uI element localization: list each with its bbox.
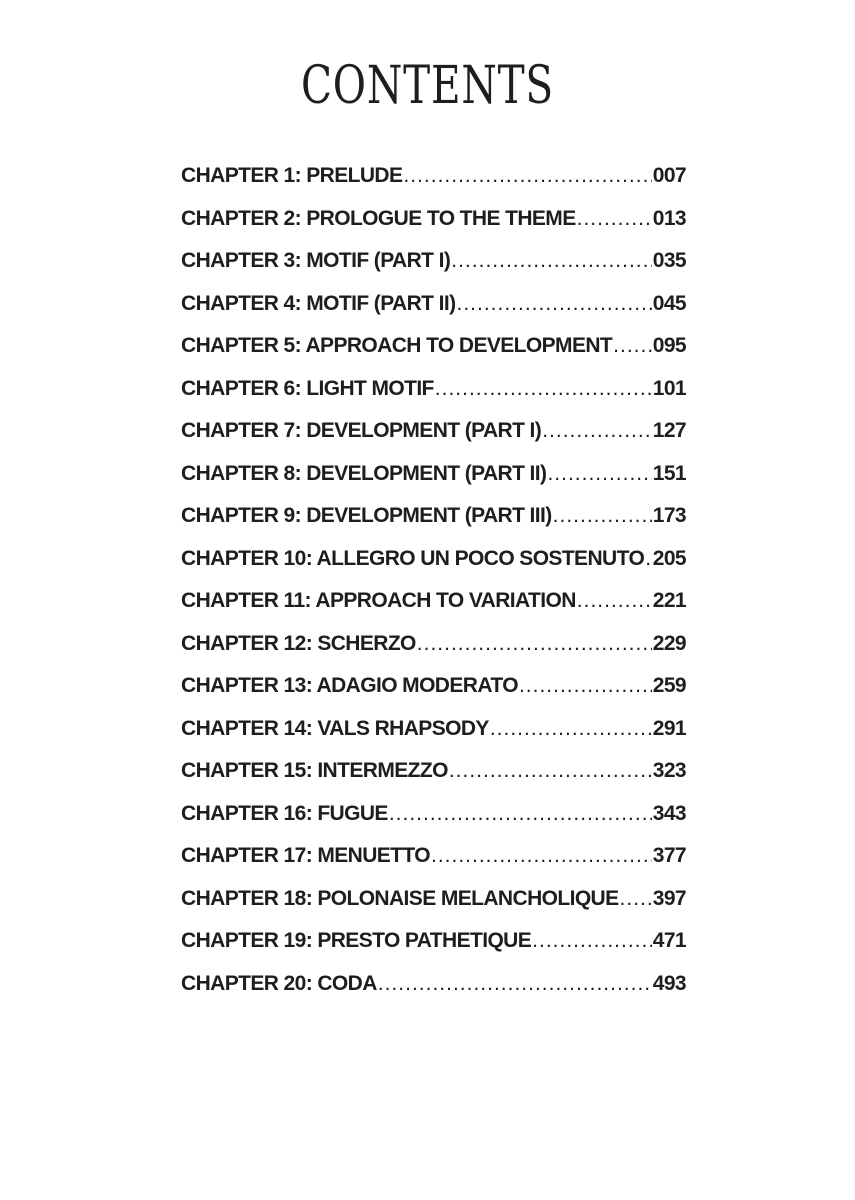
toc-page-number: 095 bbox=[652, 334, 686, 357]
toc-entry-2 bbox=[181, 207, 686, 250]
dot-leader bbox=[542, 419, 652, 443]
toc-chapter-label: CHAPTER 1: PRELUDE bbox=[181, 164, 403, 187]
dot-leader bbox=[457, 292, 652, 316]
toc-entry-10 bbox=[181, 547, 686, 590]
toc-page-number: 151 bbox=[652, 461, 686, 485]
toc-page-number: 173 bbox=[652, 504, 686, 527]
toc-chapter-label: CHAPTER 11: APPROACH TO VARIATION bbox=[181, 589, 576, 612]
toc-chapter-label: CHAPTER 14: VALS RHAPSODY bbox=[181, 716, 489, 740]
toc-page-number: 259 bbox=[652, 674, 686, 697]
toc-entry-9 bbox=[181, 504, 686, 547]
toc-entry-14 bbox=[181, 717, 686, 760]
toc-chapter-label: CHAPTER 19: PRESTO PATHETIQUE bbox=[181, 929, 532, 952]
toc-chapter-label: CHAPTER 8: DEVELOPMENT (PART II) bbox=[181, 461, 547, 485]
toc-entry-15 bbox=[181, 759, 686, 802]
toc-entry-18 bbox=[181, 887, 686, 930]
dot-leader bbox=[553, 504, 652, 528]
toc-entry-6 bbox=[181, 377, 686, 420]
dot-leader bbox=[435, 377, 652, 401]
toc-page-number: 397 bbox=[652, 886, 686, 910]
toc-entry-13 bbox=[181, 674, 686, 717]
dot-leader bbox=[451, 249, 651, 273]
toc-entry-12 bbox=[181, 632, 686, 675]
dot-leader bbox=[490, 717, 652, 741]
toc-entry-7 bbox=[181, 419, 686, 462]
toc-chapter-label: CHAPTER 18: POLONAISE MELANCHOLIQUE bbox=[181, 886, 619, 910]
dot-leader bbox=[389, 802, 652, 826]
toc-chapter-label: CHAPTER 3: MOTIF (PART I) bbox=[181, 249, 451, 272]
toc-chapter-label: CHAPTER 4: MOTIF (PART II) bbox=[181, 291, 456, 315]
dot-leader bbox=[547, 462, 651, 486]
toc-chapter-label: CHAPTER 13: ADAGIO MODERATO bbox=[181, 674, 518, 697]
table-of-contents bbox=[181, 164, 686, 1014]
dot-leader bbox=[577, 589, 652, 613]
dot-leader bbox=[417, 632, 652, 656]
toc-page-number: 471 bbox=[652, 929, 686, 952]
toc-page-number: 013 bbox=[652, 206, 686, 230]
toc-chapter-label: CHAPTER 10: ALLEGRO UN POCO SOSTENUTO bbox=[181, 546, 645, 570]
dot-leader bbox=[403, 164, 651, 188]
toc-chapter-label: CHAPTER 2: PROLOGUE TO THE THEME bbox=[181, 206, 576, 230]
toc-chapter-label: CHAPTER 20: CODA bbox=[181, 971, 377, 995]
toc-chapter-label: CHAPTER 17: MENUETTO bbox=[181, 844, 430, 867]
toc-entry-5 bbox=[181, 334, 686, 377]
toc-chapter-label: CHAPTER 5: APPROACH TO DEVELOPMENT bbox=[181, 334, 613, 357]
dot-leader bbox=[577, 207, 652, 231]
toc-chapter-label: CHAPTER 6: LIGHT MOTIF bbox=[181, 376, 434, 400]
toc-page-number: 377 bbox=[652, 844, 686, 867]
toc-entry-4 bbox=[181, 292, 686, 335]
toc-entry-17 bbox=[181, 844, 686, 887]
toc-chapter-label: CHAPTER 9: DEVELOPMENT (PART III) bbox=[181, 504, 552, 527]
toc-page-number: 035 bbox=[652, 249, 686, 272]
dot-leader bbox=[645, 547, 652, 571]
toc-page-number: 229 bbox=[652, 631, 686, 655]
toc-entry-3 bbox=[181, 249, 686, 292]
toc-page-number: 343 bbox=[652, 801, 686, 825]
toc-chapter-label: CHAPTER 15: INTERMEZZO bbox=[181, 759, 448, 782]
dot-leader bbox=[378, 972, 652, 996]
toc-entry-16 bbox=[181, 802, 686, 845]
toc-entry-1 bbox=[181, 164, 686, 207]
toc-chapter-label: CHAPTER 12: SCHERZO bbox=[181, 631, 416, 655]
page-title: CONTENTS bbox=[300, 56, 555, 116]
toc-page-number: 493 bbox=[652, 971, 686, 995]
toc-page-number: 007 bbox=[652, 164, 686, 187]
toc-entry-19 bbox=[181, 929, 686, 972]
toc-page-number: 323 bbox=[652, 759, 686, 782]
toc-entry-11 bbox=[181, 589, 686, 632]
dot-leader bbox=[431, 844, 652, 868]
toc-chapter-label: CHAPTER 16: FUGUE bbox=[181, 801, 388, 825]
toc-entry-20 bbox=[181, 972, 686, 1015]
toc-page-number: 205 bbox=[652, 546, 686, 570]
dot-leader bbox=[613, 334, 652, 358]
toc-page-number: 101 bbox=[652, 376, 686, 400]
toc-page-number: 045 bbox=[652, 291, 686, 315]
dot-leader bbox=[620, 887, 652, 911]
dot-leader bbox=[532, 929, 652, 953]
toc-page-number: 221 bbox=[652, 589, 686, 612]
dot-leader bbox=[449, 759, 652, 783]
toc-page-number: 127 bbox=[652, 419, 686, 442]
toc-chapter-label: CHAPTER 7: DEVELOPMENT (PART I) bbox=[181, 419, 542, 442]
toc-page-number: 291 bbox=[652, 716, 686, 740]
dot-leader bbox=[519, 674, 652, 698]
toc-entry-8 bbox=[181, 462, 686, 505]
